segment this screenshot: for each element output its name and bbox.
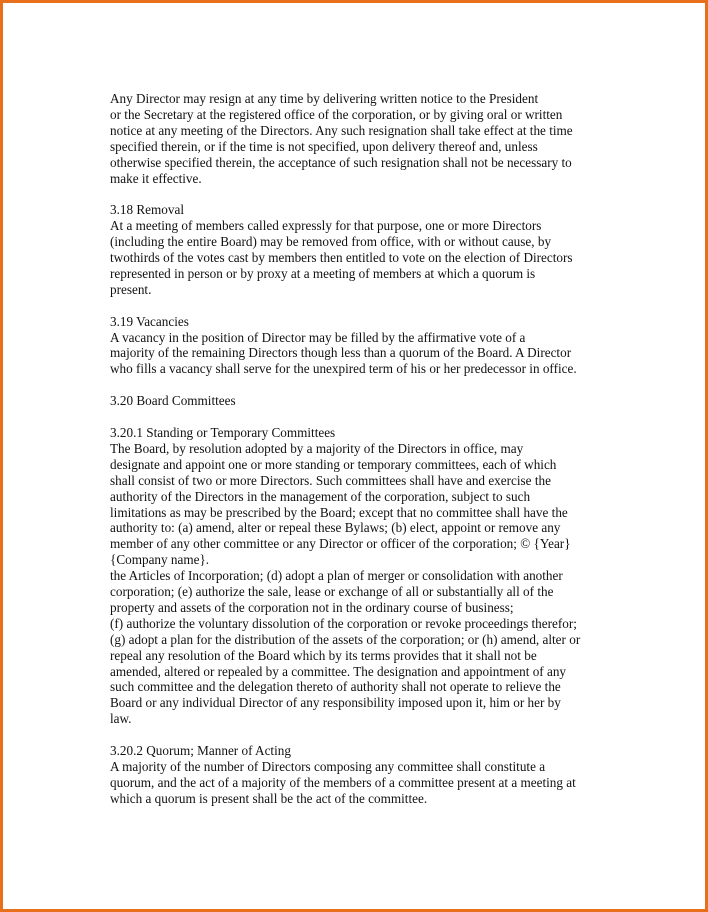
text-line: property and assets of the corporation not in the ordinary course of business; <box>110 599 514 615</box>
text-line: authority of the Directors in the management of the corporation, subject to such <box>110 488 531 504</box>
text-line: present. <box>110 281 152 297</box>
text-line: (g) adopt a plan for the distribution of the assets of the corporation; or (h) amend, alter or <box>110 631 581 647</box>
resign-paragraph <box>110 91 610 186</box>
document-page <box>3 3 705 909</box>
removal-paragraph <box>110 218 610 298</box>
text-line: such committee and the delegation thereto of authority shall not operate to relieve the <box>110 679 561 695</box>
text-line: which a quorum is present shall be the act of the committee. <box>110 790 428 806</box>
document-body <box>110 91 610 807</box>
text-line: member of any other committee or any Director or officer of the corporation; © {Year} <box>110 536 571 552</box>
standing-paragraph <box>110 441 610 727</box>
text-line: authority to: (a) amend, alter or repeal these Bylaws; (b) elect, appoint or remove any <box>110 520 561 536</box>
text-line: who fills a vacancy shall serve for the unexpired term of his or her predecessor in office. <box>110 361 577 377</box>
text-line: limitations as may be prescribed by the Board; except that no committee shall have the <box>110 504 568 520</box>
quorum-paragraph <box>110 759 610 807</box>
vacancies-paragraph <box>110 330 610 378</box>
section-heading-vacancies: 3.19 Vacancies <box>110 313 189 329</box>
text-line: designate and appoint one or more standing or temporary committees, each of which <box>110 456 557 472</box>
text-line: At a meeting of members called expressly for that purpose, one or more Directors <box>110 218 542 234</box>
text-line: specified therein, or if the time is not specified, upon delivery thereof and, unless <box>110 138 538 154</box>
text-line: or the Secretary at the registered office of the corporation, or by giving oral or written <box>110 106 563 122</box>
section-heading-removal: 3.18 Removal <box>110 202 184 218</box>
text-line: amended, altered or repealed by a committee. The designation and appointment of any <box>110 663 567 679</box>
text-line: the Articles of Incorporation; (d) adopt a plan of merger or consolidation with another <box>110 568 563 584</box>
text-line: repeal any resolution of the Board which by its terms provides that it shall not be <box>110 647 537 663</box>
text-line: {Company name}. <box>110 552 210 568</box>
text-line: shall consist of two or more Directors. Such committees shall have and exercise the <box>110 472 551 488</box>
text-line: A majority of the number of Directors composing any committee shall constitute a <box>110 758 546 774</box>
text-line: notice at any meeting of the Directors. Any such resignation shall take effect at the time <box>110 122 573 138</box>
text-line: corporation; (e) authorize the sale, lease or exchange of all or substantially all of the <box>110 584 554 600</box>
section-heading-standing: 3.20.1 Standing or Temporary Committees <box>110 424 336 440</box>
text-line: A vacancy in the position of Director may be filled by the affirmative vote of a <box>110 329 526 345</box>
text-line: Any Director may resign at any time by delivering written notice to the President <box>110 91 539 106</box>
text-line: (including the entire Board) may be removed from office, with or without cause, by <box>110 234 552 250</box>
text-line: majority of the remaining Directors though less than a quorum of the Board. A Director <box>110 345 572 361</box>
text-line: law. <box>110 711 132 727</box>
section-heading-committees: 3.20 Board Committees <box>110 393 236 409</box>
text-line: Board or any individual Director of any responsibility imposed upon it, him or her by <box>110 695 561 711</box>
section-heading-quorum: 3.20.2 Quorum; Manner of Acting <box>110 743 291 759</box>
text-line: quorum, and the act of a majority of the members of a committee present at a meeting at <box>110 774 576 790</box>
text-line: twothirds of the votes cast by members then entitled to vote on the election of Directors <box>110 250 573 266</box>
text-line: (f) authorize the voluntary dissolution of the corporation or revoke proceedings therefor; <box>110 615 577 631</box>
text-line: otherwise specified therein, the acceptance of such resignation shall not be necessary to <box>110 154 572 170</box>
text-line: make it effective. <box>110 170 202 186</box>
text-line: represented in person or by proxy at a meeting of members at which a quorum is <box>110 265 536 281</box>
text-line: The Board, by resolution adopted by a majority of the Directors in office, may <box>110 440 524 456</box>
